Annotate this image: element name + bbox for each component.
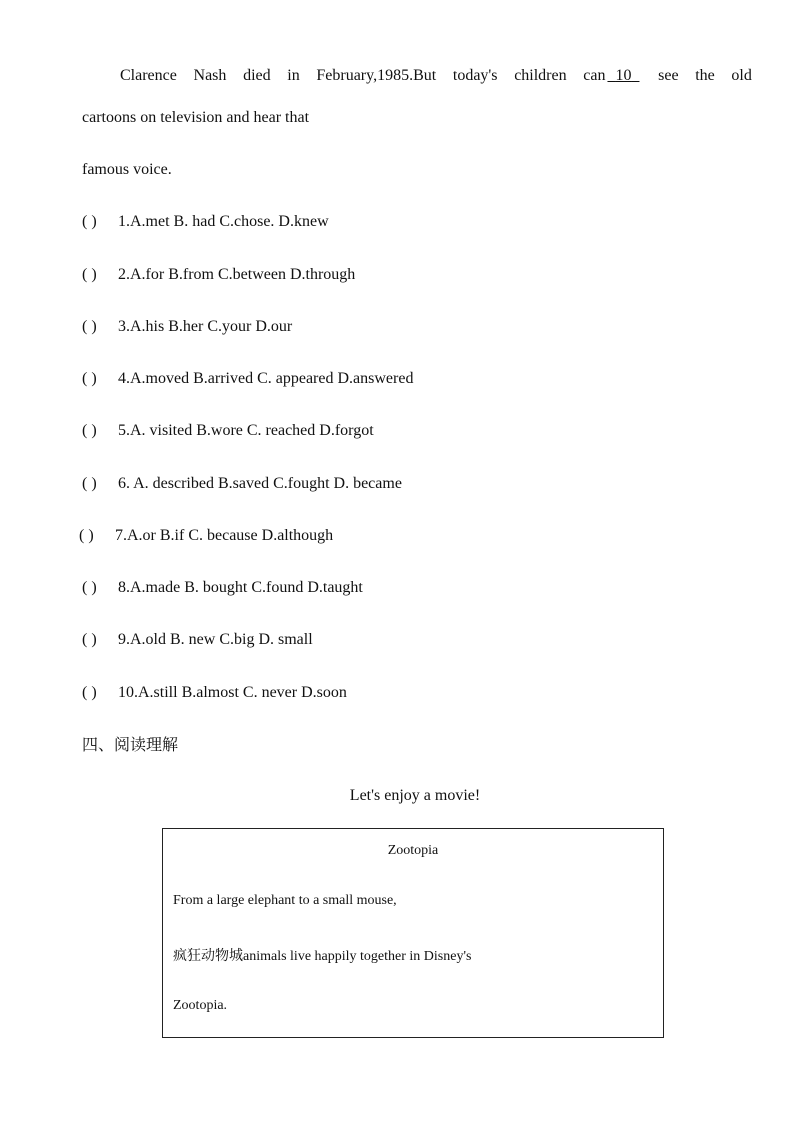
blank-10: 10: [615, 67, 632, 84]
question-7: [79, 526, 333, 546]
question-options: 9.A.old B. new C.big D. small: [118, 631, 313, 648]
question-options: 5.A. visited B.wore C. reached D.forgot: [118, 422, 374, 439]
answer-paren[interactable]: ( ): [79, 527, 94, 544]
question-9: [82, 630, 313, 650]
answer-paren[interactable]: ( ): [82, 266, 97, 283]
passage-word: old: [731, 67, 752, 84]
question-2: [82, 265, 355, 285]
answer-paren[interactable]: ( ): [82, 684, 97, 701]
question-3: [82, 317, 292, 337]
passage-line-1: [82, 66, 752, 86]
passage-word: Clarence: [120, 67, 177, 84]
passage-line-2: cartoons on television and hear that: [82, 109, 310, 126]
passage-word: today's: [452, 67, 498, 84]
question-options: 2.A.for B.from C.between D.through: [118, 266, 356, 283]
passage-word: see: [658, 67, 679, 84]
question-options: 1.A.met B. had C.chose. D.knew: [118, 213, 329, 230]
passage-word: in: [287, 67, 300, 84]
question-10: [82, 683, 347, 703]
question-options: 7.A.or B.if C. because D.although: [115, 527, 334, 544]
question-options: 3.A.his B.her C.your D.our: [118, 318, 293, 335]
answer-paren[interactable]: ( ): [82, 422, 97, 439]
reading-title: Let's enjoy a movie!: [349, 787, 481, 804]
passage-line-3: famous voice.: [82, 161, 172, 178]
box-line-1: From a large elephant to a small mouse,: [173, 893, 397, 908]
answer-paren[interactable]: ( ): [82, 475, 97, 492]
question-8: [82, 578, 363, 598]
answer-paren[interactable]: ( ): [82, 579, 97, 596]
answer-paren[interactable]: ( ): [82, 318, 97, 335]
question-options: 8.A.made B. bought C.found D.taught: [118, 579, 363, 596]
question-options: 4.A.moved B.arrived C. appeared D.answered: [118, 370, 414, 387]
box-title: Zootopia: [387, 843, 439, 858]
question-6: [82, 474, 402, 494]
passage-word: Nash: [193, 67, 227, 84]
passage-word-with-blank: can 10: [583, 66, 641, 86]
box-line-2: [173, 945, 471, 965]
section-heading: 四、阅读理解: [82, 735, 179, 754]
question-options: 6. A. described B.saved C.fought D. became: [118, 475, 402, 492]
passage-word: children: [514, 67, 567, 84]
passage-word: died: [243, 67, 271, 84]
answer-paren[interactable]: ( ): [82, 631, 97, 648]
question-1: [82, 212, 329, 232]
question-options: 10.A.still B.almost C. never D.soon: [118, 684, 347, 701]
movie-info-box: [162, 828, 664, 1038]
box-line-2-en: animals live happily together in Disney's: [243, 949, 472, 964]
box-line-3: Zootopia.: [173, 998, 228, 1013]
question-5: [82, 421, 374, 441]
passage-word: February,1985.But: [316, 67, 437, 84]
passage-word: the: [695, 67, 715, 84]
question-4: [82, 369, 413, 389]
answer-paren[interactable]: ( ): [82, 370, 97, 387]
answer-paren[interactable]: ( ): [82, 213, 97, 230]
box-line-2-cn: 疯狂动物城: [173, 948, 243, 964]
